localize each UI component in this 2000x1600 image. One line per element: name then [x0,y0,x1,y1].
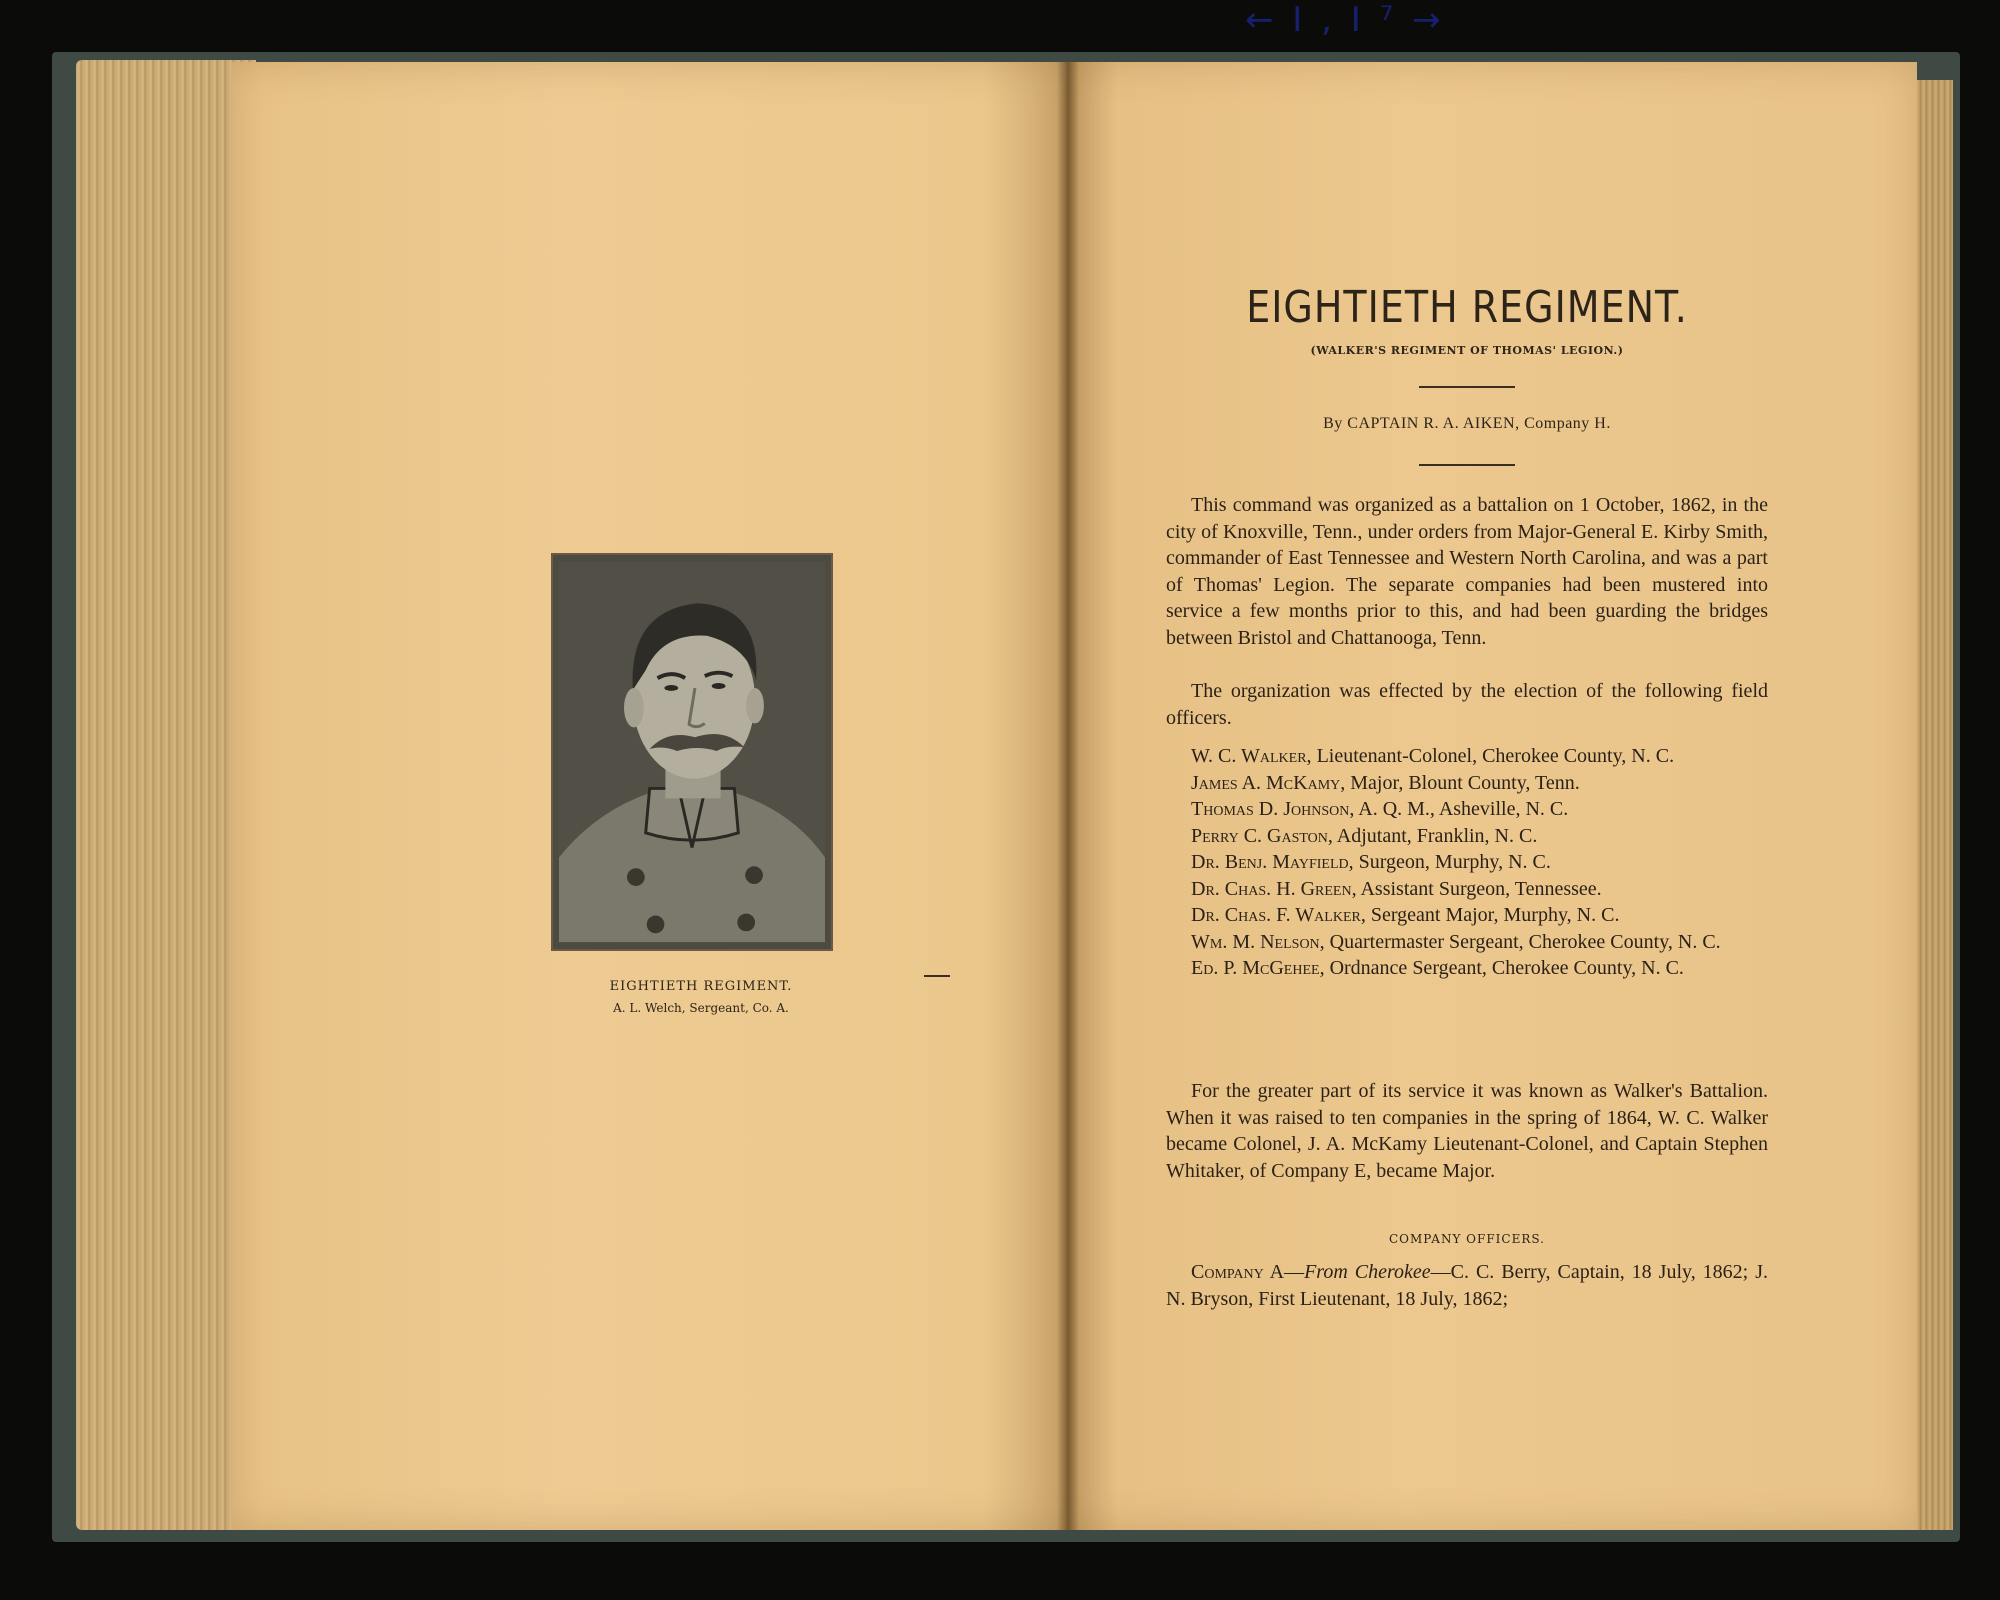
officer-role: Ordnance Sergeant, Cherokee County, N. C. [1324,957,1684,979]
list-item [1166,876,1768,903]
right-page-edges [1915,80,1953,1530]
list-item [1166,902,1768,929]
portrait-photo [551,553,833,951]
divider-rule [1419,464,1515,466]
list-item [1166,823,1768,850]
list-item [1166,849,1768,876]
officer-name: Dr. Chas. H. Green, [1191,877,1357,900]
officer-name: Perry C. Gaston, [1191,824,1333,847]
paragraph-battalion-history: For the greater part of its service it was known as Walker's Battalion. When it was raised to ten companies in the spring of 1864, W. C. Walker became Colonel, J. A. McKamy Lieutenant-Colonel, and Captain Stephen Whitaker, of Company E, became Major. [1166,1080,1768,1182]
paragraph-organization: This command was organized as a battalion on 1 October, 1862, in the city of Knoxville, Tenn., under orders from Major-General E. Kirby Smith, commander of East Tennessee and Western North Carolina, and was a part of Thomas' Legion. The separate companies had been mustered into service a few months prior to this, and had been guarding the bridges between Bristol and Chattanooga, Tenn. [1166,494,1768,649]
chapter-subtitle: (WALKER'S REGIMENT OF THOMAS' LEGION.) [1310,344,1624,357]
officer-role: Surgeon, Murphy, N. C. [1353,851,1551,873]
portrait-of-uniformed-man-icon [559,561,825,943]
officer-name: Dr. Benj. Mayfield, [1191,851,1354,873]
officer-role: Adjutant, Franklin, N. C. [1332,824,1538,847]
list-item [1166,796,1768,823]
officer-role: Lieutenant-Colonel, Cherokee County, N. C. [1311,745,1675,767]
officer-role: A. Q. M., Asheville, N. C. [1354,798,1569,820]
chapter-title: EIGHTIETH REGIMENT. [1246,281,1688,333]
company-origin: From Cherokee [1304,1261,1431,1283]
officer-role: Major, Blount County, Tenn. [1345,771,1580,794]
portrait-caption-title: EIGHTIETH REGIMENT. [609,979,793,994]
paragraph-election: The organization was effected by the election of the following field officers. [1166,680,1768,729]
list-item [1166,770,1768,797]
company-label: Company A— [1191,1261,1305,1283]
portrait-caption-subtitle: A. L. Welch, Sergeant, Co. A. [613,1001,789,1015]
officer-name: Dr. Chas. F. Walker, [1191,904,1366,926]
officer-name: Wm. M. Nelson, [1191,930,1325,953]
officer-name: James A. McKamy, [1191,771,1346,794]
company-officers-text: —C. C. Berry, Captain, 18 July, 1862; J. N. Bryson, First Lieutenant, 18 July, 1862; [1166,1261,1769,1310]
officer-role: Sergeant Major, Murphy, N. C. [1365,904,1620,926]
archive-marker: ← Ⅰ , Ⅰ ⁷ → [1245,0,1445,40]
field-officers-list [1166,743,1768,982]
book-gutter [1057,62,1079,1530]
section-heading-company-officers: COMPANY OFFICERS. [1389,1232,1545,1246]
officer-name: Ed. P. McGehee, [1191,957,1325,979]
officer-name: Thomas D. Johnson, [1191,798,1355,820]
officer-role: Quartermaster Sergeant, Cherokee County, N. C. [1324,930,1721,953]
list-item [1166,929,1768,956]
margin-dash [924,975,950,977]
list-item [1166,955,1768,982]
author-byline: By CAPTAIN R. A. AIKEN, Company H. [1323,415,1611,432]
officer-name: W. C. Walker, [1191,745,1312,767]
divider-rule [1419,386,1515,388]
paragraph-company-a [1166,1259,1768,1312]
list-item [1166,743,1768,770]
officer-role: Assistant Surgeon, Tennessee. [1356,877,1602,900]
left-page-edges [76,60,256,1530]
